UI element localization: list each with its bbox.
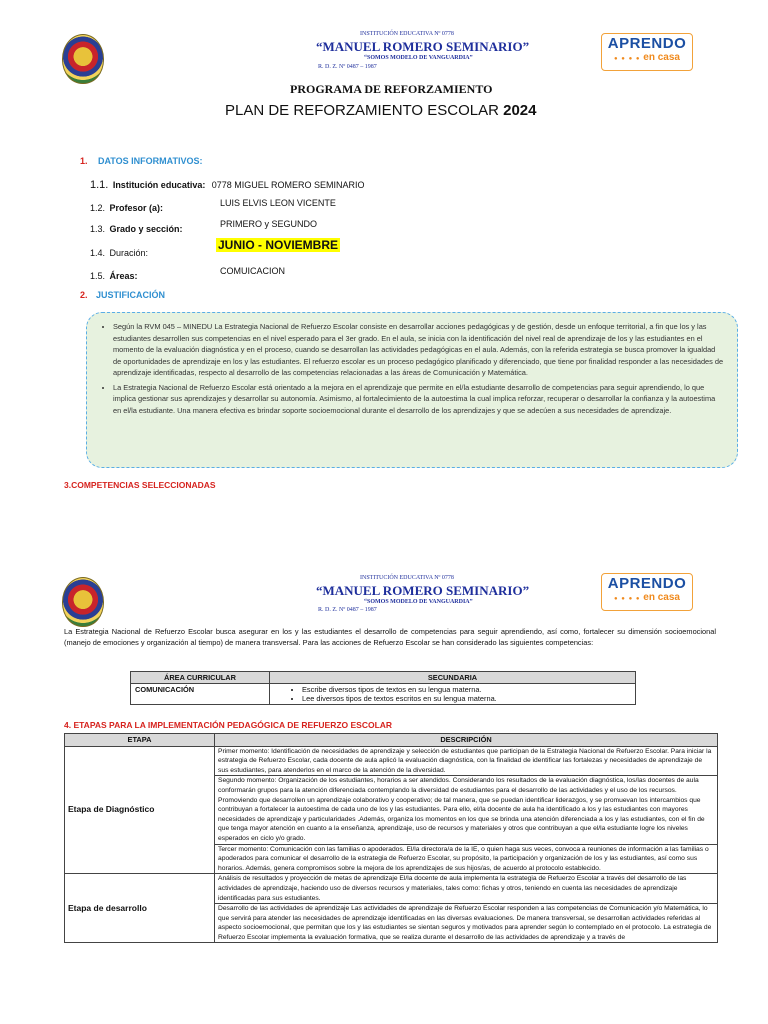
institution-line: INSTITUCIÓN EDUCATIVA Nº 0778 xyxy=(360,31,454,37)
plan-title: PLAN DE REFORZAMIENTO ESCOLAR 2024 xyxy=(225,102,537,119)
descripcion-cell: Segundo momento: Organización de los estudiantes, horarios a ser atendidos. Considerando los resultados de la evaluación diagnóstica, los/las docentes de aula conformarán grupos para la atención diferenciada contemplando la diversidad de estudiantes para el desarrollo de las actividades y el uso de los recursos. Promoviendo que desarrollen un aprendizaje colaborativo y cooperativo; de tal manera, que se puedan identificar liderazgos, y se promuevan los intercambios que contribuyan a fortalecer la autoestima de cada uno de los y las estudiantes. Para ello, el/la docente de aula ha identificado a los y las estudiantes con mayores necesidades de aprendizaje y particularidades .Además, organiza los momentos en los que se brinda una atención diferenciada a los y las estudiantes, con el fin de que tenga mayor atención en cuanto a la enseñanza, aprendizaje, uso de recursos y materiales y otros que contribuyan a que el/la estudiante logre los niveles esperados en ciclo y/o grado. xyxy=(215,776,718,844)
dato-row-duracion: 1.4. Duración: xyxy=(90,248,148,258)
descripcion-cell: Análisis de resultados y proyección de metas de aprendizaje El/la docente de aula implementa la estrategia de Refuerzo Escolar a través del desarrollo de las actividades de aprendizaje, haciendo uso de diversos recursos y materiales, tales como: fichas y otros, teniendo en cuenta las necesidades de aprendizaje identificadas para sus estudiantes. xyxy=(215,874,718,904)
institution-line: INSTITUCIÓN EDUCATIVA Nº 0778 xyxy=(360,575,454,581)
justificacion-box xyxy=(86,312,738,468)
dato-row-profesor: 1.2. Profesor (a): xyxy=(90,203,163,213)
dato-value-duracion: JUNIO - NOVIEMBRE xyxy=(218,238,339,252)
competencias-table xyxy=(130,671,636,705)
col-header-etapa: ETAPA xyxy=(65,734,215,747)
dato-row-grado: 1.3. Grado y sección: xyxy=(90,224,183,234)
col-header-descripcion: DESCRIPCIÓN xyxy=(215,734,718,747)
area-cell: COMUNICACIÓN xyxy=(131,684,270,705)
list-item: • Lee diversos tipos de textos escritos en su lengua materna. xyxy=(302,694,631,703)
school-crest-logo xyxy=(62,34,104,84)
dato-value-profesor: LUIS ELVIS LEON VICENTE xyxy=(220,198,336,208)
competencias-cell xyxy=(270,684,636,705)
etapas-table xyxy=(64,733,718,943)
descripcion-cell: Primer momento: Identificación de necesidades de aprendizaje y selección de estudiantes que participan de la Estrategia Nacional de Refuerzo Escolar. Para iniciar la estrategia de Refuerzo Escolar, cada docente de aula aplicó la evaluación diagnóstica, con la finalidad de identificar las fortalezas y necesidades de aprendizaje de sus estudiantes, para atenderlos en el marco de la atención de la diversidad. xyxy=(215,746,718,776)
dato-row-areas: 1.5. Áreas: xyxy=(90,271,138,281)
table-row xyxy=(65,746,718,776)
descripcion-cell: Desarrollo de las actividades de aprendizaje Las actividades de aprendizaje de Refuerzo Escolar responden a las competencias de Comunicación y/o Matemática, lo que servirá para atender las necesidades de aprendizaje identificadas en las diversas evaluaciones. De manera transversal, se desarrollan actividades referidas al aspecto socioemocional, que permitan que los y las estudiantes se sientan seguros y motivados para aprender según lo contemplado en el protocolo. La estrategia de Refuerzo Escolar implementa la evaluación formativa, que se realiza durante el desarrollo de las actividades de aprendizaje y a través de xyxy=(215,904,718,943)
school-crest-logo xyxy=(62,577,104,627)
school-motto: “SOMOS MODELO DE VANGUARDIA” xyxy=(364,599,473,605)
table-row xyxy=(131,684,636,705)
dato-value-areas: COMUICACION xyxy=(220,266,285,276)
aprendo-en-casa-logo: APRENDO ● ● ● ● en casa xyxy=(601,33,693,71)
school-name: “MANUEL ROMERO SEMINARIO” xyxy=(316,583,530,598)
etapa-diagnostico-cell: Etapa de Diagnóstico xyxy=(65,746,215,874)
justificacion-paragraph: • Según la RVM 045 – MINEDU La Estrategia Nacional de Refuerzo Escolar consiste en desarrollar acciones pedagógicas y de gestión, desde un enfoque territorial, a fin que los y las estudiantes desarrollen sus competencias en el nivel esperado para el 3er grado. En el aula, se inicia con la identificación del nivel real de aprendizaje de los y las estudiantes en el momento de la evaluación diagnóstica y en el proceso, cuando se desarrollan las actividades pedagógicas en el aula. Además, con la referida estrategia se busca promover la igualdad de oportunidades de aprendizaje en los y las estudiantes. El refuerzo escolar es un proceso pedagógico planificado y diferenciado, que tiene por finalidad responder a las necesidades de aprendizaje identificadas, respecto al desarrollo de las competencias relacionadas a las áreas de Comunicación y Matemática. xyxy=(113,321,725,379)
etapa-desarrollo-cell: Etapa de desarrollo xyxy=(65,874,215,943)
table-row xyxy=(65,874,718,904)
school-name: “MANUEL ROMERO SEMINARIO” xyxy=(316,39,530,54)
section-3-heading: 3.COMPETENCIAS SELECCIONADAS xyxy=(64,480,216,490)
school-motto: “SOMOS MODELO DE VANGUARDIA” xyxy=(364,55,473,61)
rdz-number: R. D. Z. Nº 0487 – 1987 xyxy=(318,64,377,70)
dato-row-institucion: 1.1. Institución educativa: 0778 MIGUEL ROMERO SEMINARIO xyxy=(90,179,365,191)
col-header-secundaria: SECUNDARIA xyxy=(270,672,636,684)
section-2-heading: 2. JUSTIFICACIÓN xyxy=(80,290,165,300)
program-title: PROGRAMA DE REFORZAMIENTO xyxy=(290,82,493,96)
rdz-number: R. D. Z. Nº 0487 – 1987 xyxy=(318,607,377,613)
list-item: • Escribe diversos tipos de textos en su lengua materna. xyxy=(302,685,631,694)
competencias-intro: La Estrategia Nacional de Refuerzo Escolar busca asegurar en los y las estudiantes el desarrollo de competencias para seguir aprendiendo, así como, fortalecer su dimensión socioemocional (manejo de emociones y organización al tiempo) de manera transversal. Para las acciones de Refuerzo Escolar se han considerado las siguientes competencias: xyxy=(64,627,716,647)
section-4-heading: 4. ETAPAS PARA LA IMPLEMENTACIÓN PEDAGÓGICA DE REFUERZO ESCOLAR xyxy=(64,720,393,730)
aprendo-en-casa-logo: APRENDO ● ● ● ● en casa xyxy=(601,573,693,611)
descripcion-cell: Tercer momento: Comunicación con las familias o apoderados. El/la directora/a de la IE, o quien haga sus veces, convoca a reuniones de información a las familias o apoderados para comunicar el desarrollo de la estrategia de Refuerzo Escolar, su propósito, la participación y organización de los y las estudiantes, así como sus horarios. Además, genera compromisos sobre la mejora de los aprendizajes de sus hijos/as, de acuerdo al protocolo establecido. xyxy=(215,844,718,874)
section-1-heading: 1. DATOS INFORMATIVOS: xyxy=(80,156,203,166)
dato-value-grado: PRIMERO y SEGUNDO xyxy=(220,219,318,229)
col-header-area: ÁREA CURRICULAR xyxy=(131,672,270,684)
justificacion-paragraph: • La Estrategia Nacional de Refuerzo Escolar está orientado a la mejora en el aprendizaje que permite en el/la estudiante desarrollo de competencias para seguir aprendiendo, lo que implica gestionar sus aprendizajes y desarrollar su autonomía. Asimismo, al fortalecimiento de la autoestima la cual implica reforzar, recuperar o desarrollar la confianza y la autoestima en el/la estudiante. Una manera efectiva es brindar soporte socioemocional durante el desarrollo de los aprendizajes y que se adecúen a sus necesidades de aprendizaje. xyxy=(113,382,725,417)
